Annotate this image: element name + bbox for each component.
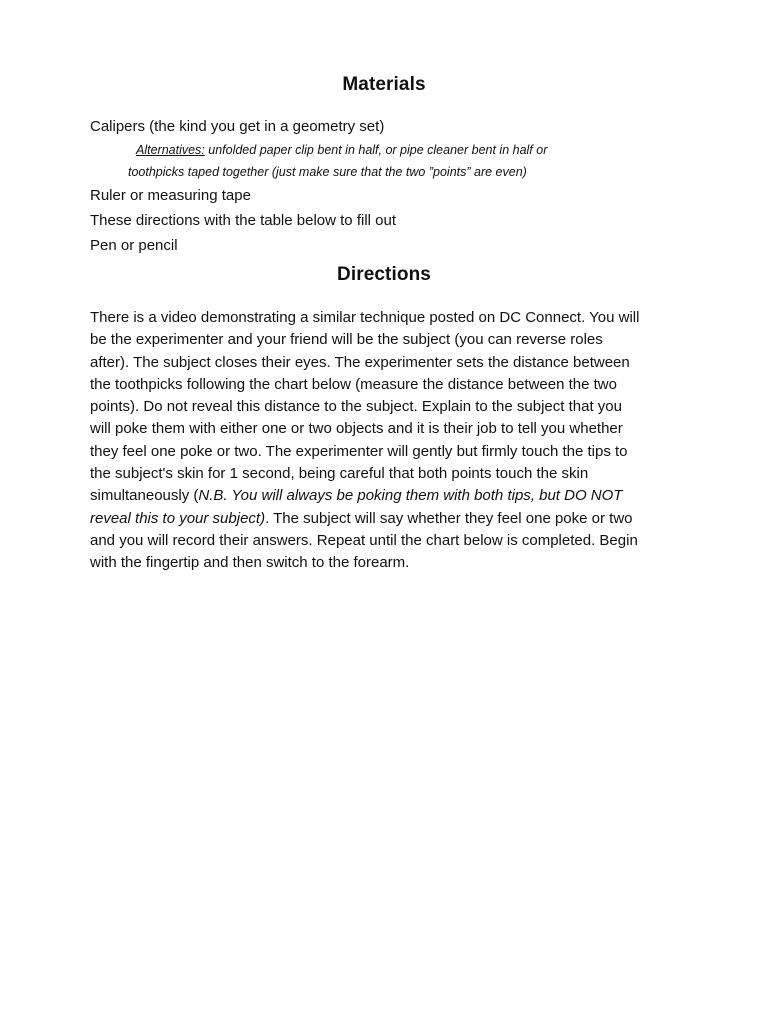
directions-text: . The subject will say whether they feel one poke or two xyxy=(265,509,633,527)
directions-line: be the experimenter and your friend will be the subject (you can reverse roles xyxy=(90,331,603,349)
alternatives-text-1: unfolded paper clip bent in half, or pipe cleaner bent in half or xyxy=(204,143,548,157)
material-item-ruler: Ruler or measuring tape xyxy=(90,187,251,204)
directions-line: they feel one poke or two. The experimenter will gently but firmly touch the tips to xyxy=(90,442,628,460)
material-item-pen: Pen or pencil xyxy=(90,237,178,254)
directions-line: points). Do not reveal this distance to the subject. Explain to the subject that you xyxy=(90,398,622,416)
directions-text: simultaneously ( xyxy=(90,487,199,505)
directions-line: the toothpicks following the chart below (measure the distance between the two xyxy=(90,375,617,393)
alternatives-line-1 xyxy=(136,143,547,157)
directions-line: the subject's skin for 1 second, being careful that both points touch the skin xyxy=(90,465,589,483)
directions-line: will poke them with either one or two objects and it is their job to tell you whether xyxy=(90,420,623,438)
alternatives-line-2: toothpicks taped together (just make sure that the two ”points” are even) xyxy=(128,165,527,179)
materials-heading: Materials xyxy=(342,74,426,95)
directions-line-10 xyxy=(90,508,690,530)
directions-line: after). The subject closes their eyes. The experimenter sets the distance between xyxy=(90,353,630,371)
directions-line: There is a video demonstrating a similar technique posted on DC Connect. You will xyxy=(90,309,640,326)
directions-line: and you will record their answers. Repeat until the chart below is completed. Begin xyxy=(90,531,638,549)
alternatives-label: Alternatives: xyxy=(136,143,205,157)
directions-heading: Directions xyxy=(337,264,431,285)
directions-paragraph xyxy=(90,307,690,575)
directions-italic-note: reveal this to your subject) xyxy=(90,509,266,527)
material-item-calipers: Calipers (the kind you get in a geometry set) xyxy=(90,118,385,135)
directions-line: with the fingertip and then switch to the forearm. xyxy=(90,554,410,572)
directions-italic-note: N.B. You will always be poking them with both tips, but DO NOT xyxy=(198,487,623,505)
directions-line-9 xyxy=(90,485,690,507)
material-item-directions: These directions with the table below to fill out xyxy=(90,212,396,229)
